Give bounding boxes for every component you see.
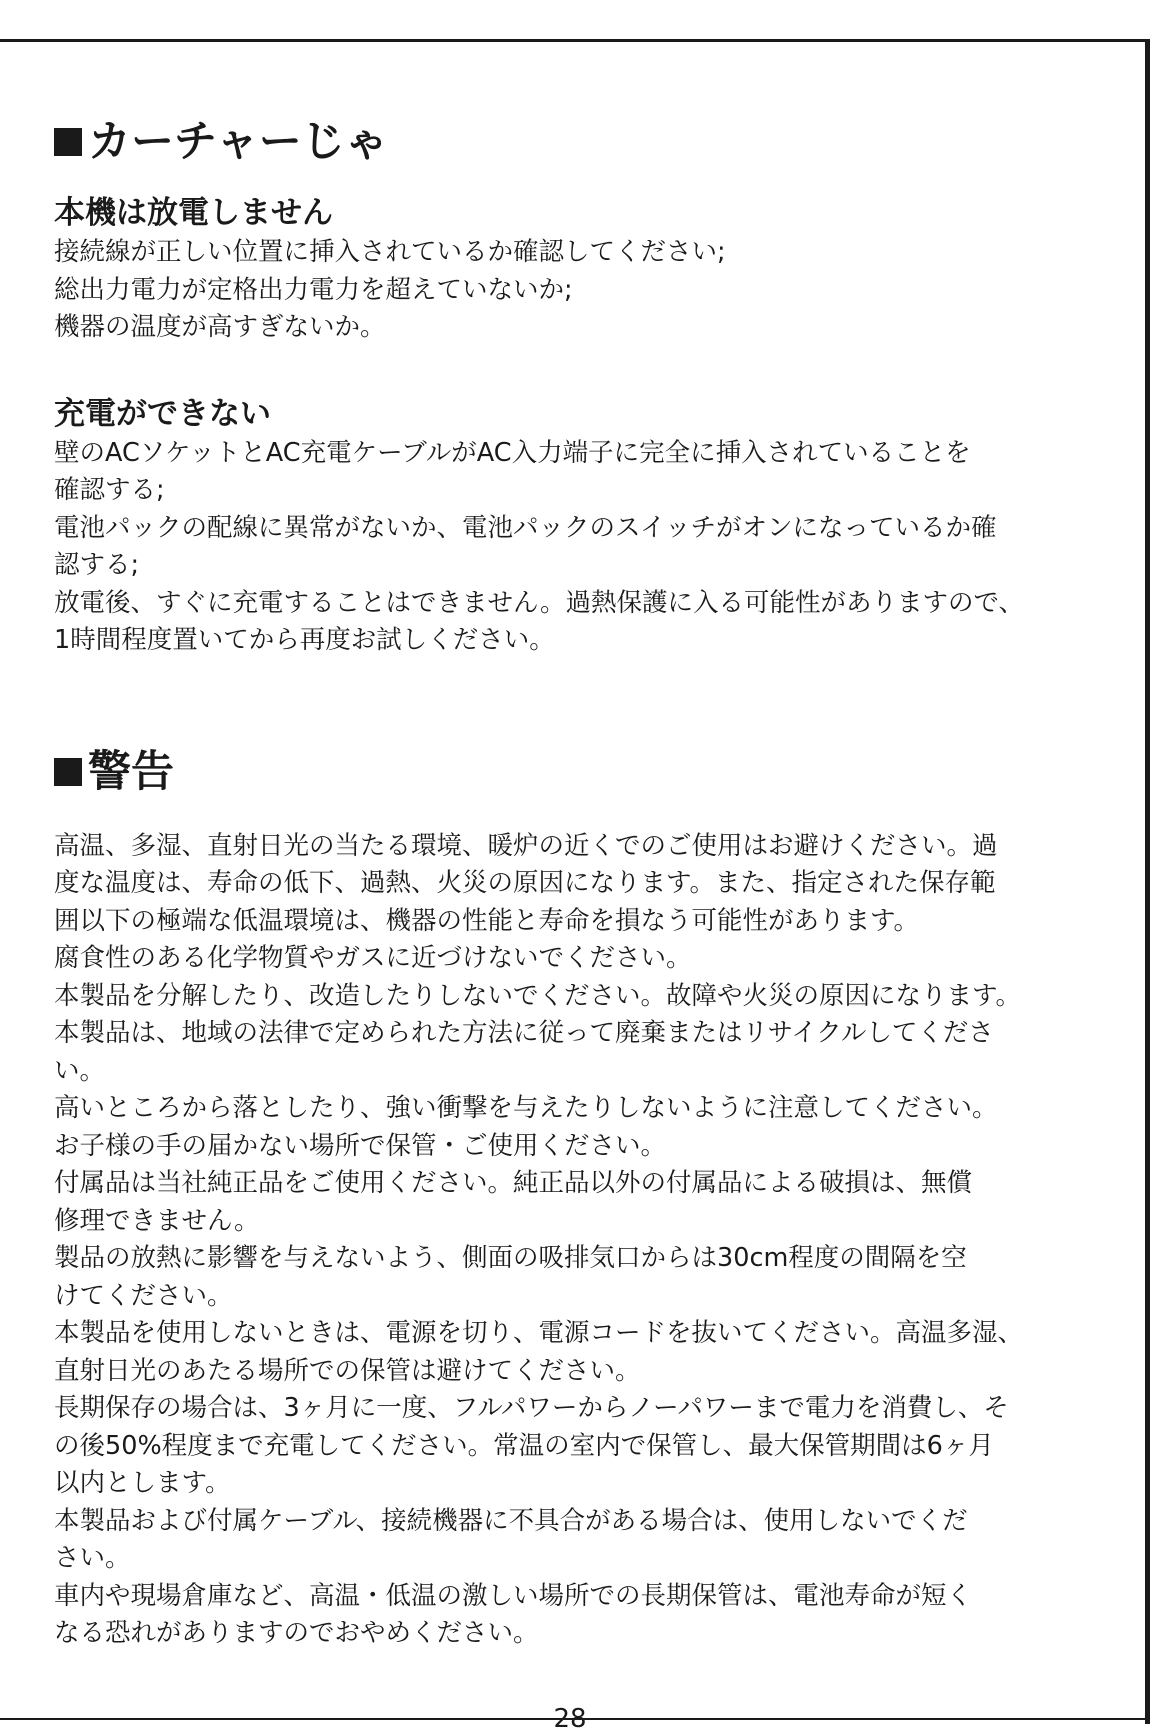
section-title-text: 警告 [88,746,174,797]
warning-line: 付属品は当社純正品をご使用ください。純正品以外の付属品による破損は、無償 [54,1168,973,1198]
body-line: 認する; [54,550,140,580]
warning-line: お子様の手の届かない場所で保管・ご使用ください。 [54,1130,667,1161]
section-title-warning [54,742,1069,802]
top-rule [0,39,1148,42]
warning-line: 修理できません。 [54,1205,260,1236]
warning-line: 本製品を分解したり、改造したりしないでください。故障や火災の原因になります。 [54,980,1021,1011]
page-number: 28 [553,1704,587,1734]
section-title-troubleshooting [54,112,1069,172]
warning-line: 長期保存の場合は、3ヶ月に一度、フルパワーからノーパワーまで電力を消費し、そ [54,1393,1009,1423]
body-line: 総出力電力が定格出力電力を超えていないか; [54,274,573,305]
warning-line: 車内や現場倉庫など、高温・低温の激しい場所での長期保管は、電池寿命が短く [54,1580,973,1611]
warning-line: の後50%程度まで充電してください。常温の室内で保管し、最大保管期間は6ヶ月 [54,1430,994,1461]
black-square-icon [54,128,82,156]
body-line: 接続線が正しい位置に挿入されているか確認してください; [54,237,726,267]
warning-line: 本製品および付属ケーブル、接続機器に不具合がある場合は、使用しないでくだ [54,1505,968,1536]
body-line: 1時間程度置いてから再度お試しください。 [54,625,555,655]
body-line: 壁のACソケットとAC充電ケーブルがAC入力端子に完全に挿入されていることを [54,437,971,468]
body-line: 確認する; [54,475,165,505]
warning-line: 直射日光のあたる場所での保管は避けてください。 [54,1355,641,1386]
warning-line: 度な温度は、寿命の低下、過熱、火災の原因になります。また、指定された保存範 [54,868,996,898]
body-line: 電池パックの配線に異常がないか、電池パックのスイッチがオンになっているか確 [54,512,997,543]
page-content [54,112,1069,1653]
body-line: 放電後、すぐに充電することはできません。過熱保護に入る可能性がありますので、 [54,587,1025,618]
subsection-heading-cannot-charge: 充電ができない [54,395,271,432]
section-title-text: カーチャーじゃ [88,117,388,167]
warning-line: い。 [54,1055,106,1086]
warning-line: けてください。 [54,1280,233,1311]
warning-line: 高いところから落としたり、強い衝撃を与えたりしないように注意してください。 [54,1093,998,1123]
warning-line: 本製品は、地域の法律で定められた方法に従って廃棄またはリサイクルしてくださ [54,1018,994,1048]
body-line: 機器の温度が高すぎないか。 [54,312,386,342]
warning-line: 以内とします。 [54,1468,231,1498]
warning-line: なる恐れがありますのでおやめください。 [54,1618,539,1648]
warning-line: 製品の放熱に影響を与えないよう、側面の吸排気口からは30cm程度の間隔を空 [54,1243,967,1273]
warning-line: 囲以下の極端な低温環境は、機器の性能と寿命を損なう可能性があります。 [54,905,919,936]
warning-line: さい。 [54,1543,131,1573]
warning-line: 腐食性のある化学物質やガスに近づけないでください。 [54,943,692,973]
subsection-heading-no-discharge: 本機は放電しません [54,195,333,231]
warning-line: 高温、多湿、直射日光の当たる環境、暖炉の近くでのご使用はお避けください。過 [54,830,998,861]
black-square-icon [54,758,82,786]
right-edge-bar [1145,39,1150,1724]
warning-line: 本製品を使用しないときは、電源を切り、電源コードを抜いてください。高温多湿、 [54,1318,1024,1348]
